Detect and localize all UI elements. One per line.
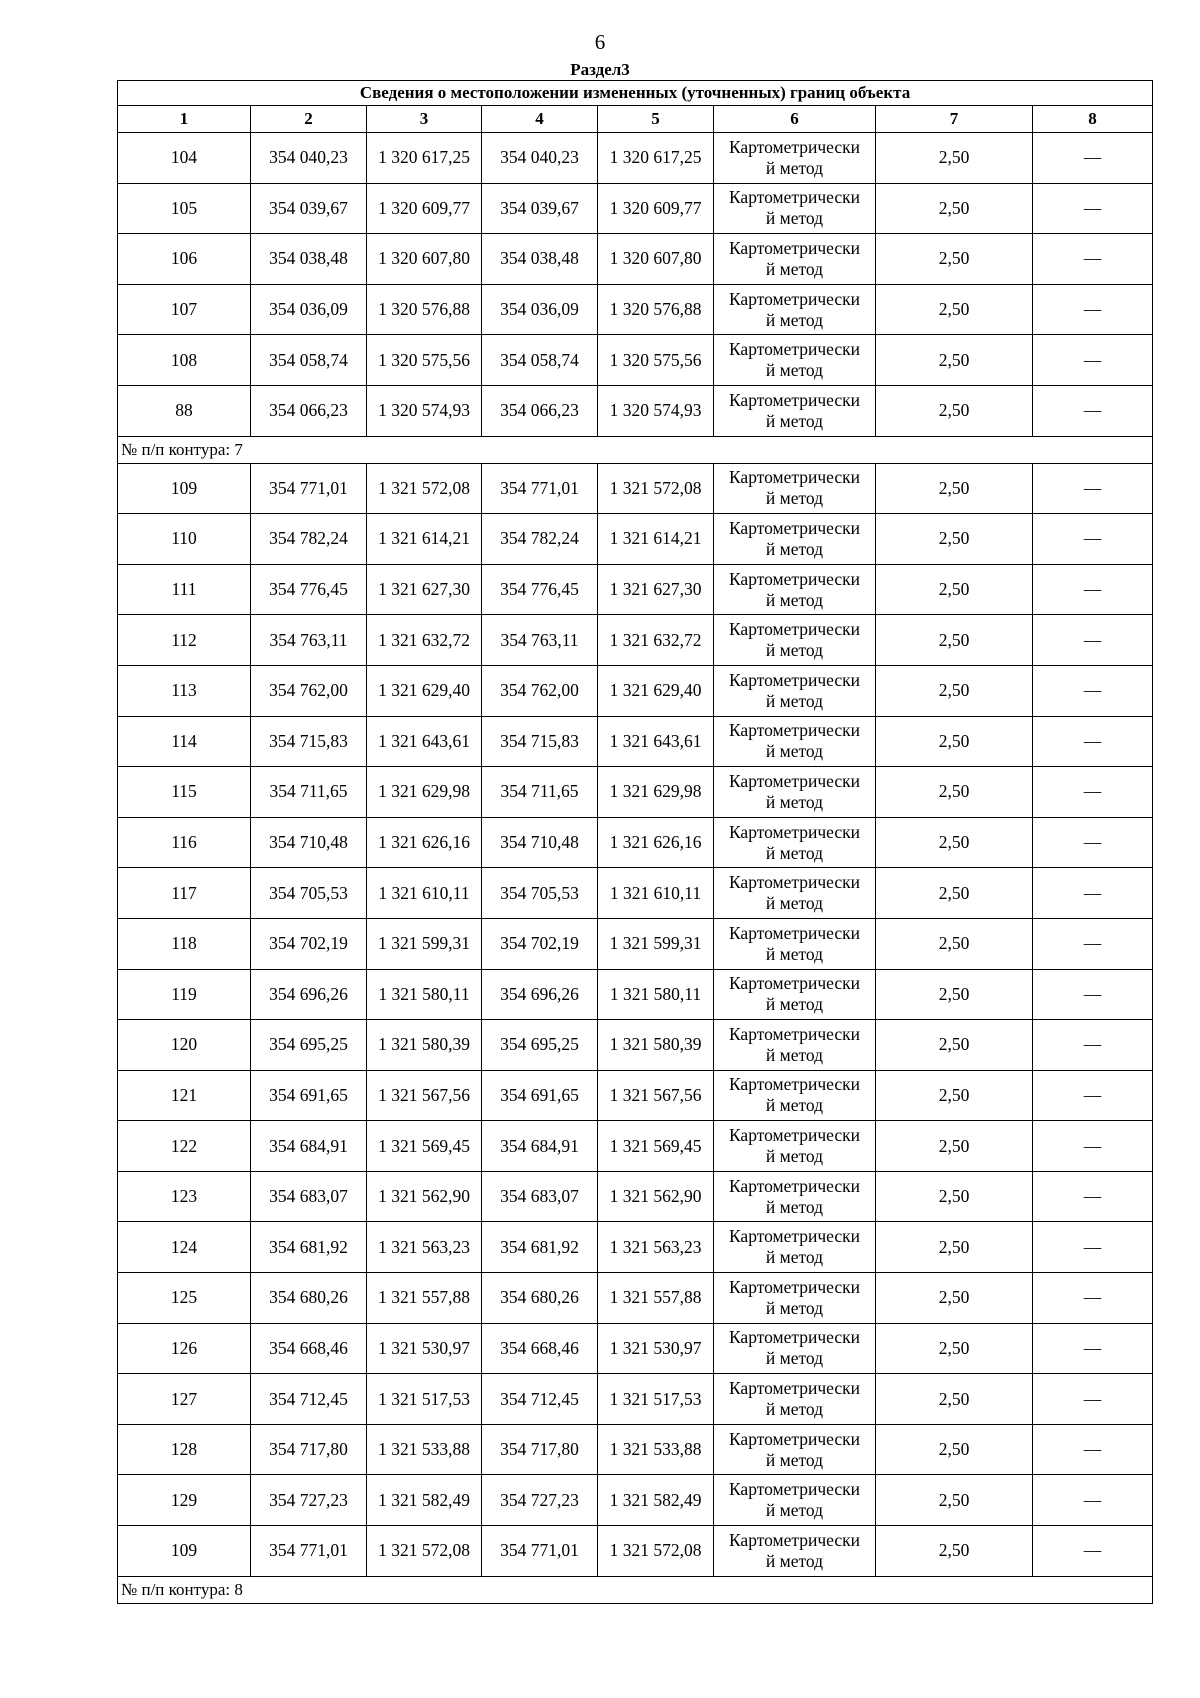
- table-cell-col-5: 1 321 632,72: [598, 615, 714, 666]
- table-row: [118, 1526, 1153, 1577]
- table-cell-col-3: 1 321 572,08: [367, 463, 482, 514]
- column-header-6: 6: [714, 106, 876, 133]
- table-cell-col-8: —: [1033, 1475, 1153, 1526]
- table-cell-col-8: —: [1033, 1121, 1153, 1172]
- table-cell-col-5: 1 321 582,49: [598, 1475, 714, 1526]
- table-cell-col-6: Картометрически й метод: [714, 716, 876, 767]
- table-row: [118, 767, 1153, 818]
- table-cell-col-2: 354 776,45: [251, 564, 367, 615]
- table-cell-col-4: 354 705,53: [482, 868, 598, 919]
- table-row: [118, 463, 1153, 514]
- table-row: [118, 234, 1153, 285]
- table-cell-col-4: 354 702,19: [482, 918, 598, 969]
- coordinates-table: [117, 80, 1153, 1604]
- table-cell-col-7: 2,50: [876, 1070, 1033, 1121]
- table-row: [118, 1070, 1153, 1121]
- table-cell-col-6: Картометрически й метод: [714, 1020, 876, 1071]
- table-cell-col-1: 107: [118, 284, 251, 335]
- table-cell-col-3: 1 321 567,56: [367, 1070, 482, 1121]
- table-cell-col-6: Картометрически й метод: [714, 133, 876, 184]
- table-cell-col-8: —: [1033, 463, 1153, 514]
- table-cell-col-1: 129: [118, 1475, 251, 1526]
- table-cell-col-1: 104: [118, 133, 251, 184]
- table-cell-col-8: —: [1033, 1171, 1153, 1222]
- table-cell-col-2: 354 717,80: [251, 1424, 367, 1475]
- table-cell-col-8: —: [1033, 1070, 1153, 1121]
- table-cell-col-2: 354 695,25: [251, 1020, 367, 1071]
- table-cell-col-6: Картометрически й метод: [714, 969, 876, 1020]
- table-cell-col-8: —: [1033, 1424, 1153, 1475]
- table-cell-col-1: 121: [118, 1070, 251, 1121]
- table-cell-col-3: 1 321 569,45: [367, 1121, 482, 1172]
- table-cell-col-6: Картометрически й метод: [714, 615, 876, 666]
- table-cell-col-3: 1 321 580,11: [367, 969, 482, 1020]
- table-cell-col-5: 1 321 599,31: [598, 918, 714, 969]
- table-cell-col-5: 1 321 563,23: [598, 1222, 714, 1273]
- table-cell-col-4: 354 715,83: [482, 716, 598, 767]
- table-cell-col-8: —: [1033, 817, 1153, 868]
- table-cell-col-8: —: [1033, 284, 1153, 335]
- table-row: [118, 1424, 1153, 1475]
- table-cell-col-8: —: [1033, 1374, 1153, 1425]
- table-cell-col-5: 1 321 572,08: [598, 463, 714, 514]
- table-cell-col-6: Картометрически й метод: [714, 385, 876, 436]
- table-cell-col-2: 354 762,00: [251, 665, 367, 716]
- table-cell-col-4: 354 066,23: [482, 385, 598, 436]
- table-cell-col-5: 1 320 607,80: [598, 234, 714, 285]
- table-row: [118, 385, 1153, 436]
- table-cell-col-1: 118: [118, 918, 251, 969]
- table-cell-col-8: —: [1033, 767, 1153, 818]
- table-cell-col-4: 354 776,45: [482, 564, 598, 615]
- table-cell-col-7: 2,50: [876, 183, 1033, 234]
- table-row: [118, 716, 1153, 767]
- table-cell-col-7: 2,50: [876, 1374, 1033, 1425]
- contour-label: № п/п контура: 8: [118, 1576, 1153, 1603]
- table-cell-col-5: 1 321 610,11: [598, 868, 714, 919]
- table-cell-col-4: 354 762,00: [482, 665, 598, 716]
- table-cell-col-5: 1 320 617,25: [598, 133, 714, 184]
- table-cell-col-8: —: [1033, 1323, 1153, 1374]
- column-header-8: 8: [1033, 106, 1153, 133]
- table-cell-col-7: 2,50: [876, 918, 1033, 969]
- table-cell-col-4: 354 691,65: [482, 1070, 598, 1121]
- table-cell-col-4: 354 039,67: [482, 183, 598, 234]
- table-cell-col-5: 1 321 517,53: [598, 1374, 714, 1425]
- table-cell-col-7: 2,50: [876, 514, 1033, 565]
- table-cell-col-8: —: [1033, 514, 1153, 565]
- table-row: [118, 615, 1153, 666]
- table-cell-col-2: 354 702,19: [251, 918, 367, 969]
- table-cell-col-7: 2,50: [876, 1475, 1033, 1526]
- table-cell-col-8: —: [1033, 564, 1153, 615]
- table-cell-col-6: Картометрически й метод: [714, 284, 876, 335]
- table-cell-col-7: 2,50: [876, 234, 1033, 285]
- table-cell-col-2: 354 696,26: [251, 969, 367, 1020]
- table-cell-col-5: 1 321 567,56: [598, 1070, 714, 1121]
- table-cell-col-1: 105: [118, 183, 251, 234]
- table-cell-col-8: —: [1033, 133, 1153, 184]
- table-cell-col-6: Картометрически й метод: [714, 234, 876, 285]
- table-cell-col-5: 1 321 572,08: [598, 1526, 714, 1577]
- table-cell-col-3: 1 321 643,61: [367, 716, 482, 767]
- table-cell-col-2: 354 683,07: [251, 1171, 367, 1222]
- table-cell-col-6: Картометрически й метод: [714, 665, 876, 716]
- table-cell-col-1: 109: [118, 1526, 251, 1577]
- table-cell-col-6: Картометрически й метод: [714, 1526, 876, 1577]
- table-cell-col-5: 1 321 530,97: [598, 1323, 714, 1374]
- table-cell-col-1: 125: [118, 1273, 251, 1324]
- table-cell-col-5: 1 320 609,77: [598, 183, 714, 234]
- column-header-7: 7: [876, 106, 1033, 133]
- table-cell-col-5: 1 321 533,88: [598, 1424, 714, 1475]
- table-cell-col-3: 1 321 530,97: [367, 1323, 482, 1374]
- table-cell-col-4: 354 668,46: [482, 1323, 598, 1374]
- table-cell-col-7: 2,50: [876, 767, 1033, 818]
- table-cell-col-7: 2,50: [876, 1323, 1033, 1374]
- table-cell-col-4: 354 058,74: [482, 335, 598, 386]
- table-cell-col-3: 1 320 574,93: [367, 385, 482, 436]
- table-cell-col-4: 354 683,07: [482, 1171, 598, 1222]
- table-caption: Сведения о местоположении измененных (уточненных) границ объекта: [118, 81, 1153, 106]
- table-cell-col-3: 1 321 629,40: [367, 665, 482, 716]
- table-cell-col-4: 354 684,91: [482, 1121, 598, 1172]
- table-cell-col-1: 124: [118, 1222, 251, 1273]
- table-row: [118, 1020, 1153, 1071]
- table-cell-col-4: 354 782,24: [482, 514, 598, 565]
- table-cell-col-7: 2,50: [876, 1121, 1033, 1172]
- table-cell-col-8: —: [1033, 1020, 1153, 1071]
- table-row: [118, 1273, 1153, 1324]
- table-cell-col-4: 354 695,25: [482, 1020, 598, 1071]
- table-cell-col-8: —: [1033, 918, 1153, 969]
- table-cell-col-1: 112: [118, 615, 251, 666]
- section-title: Раздел3: [570, 60, 630, 79]
- table-row: [118, 335, 1153, 386]
- table-row: [118, 817, 1153, 868]
- table-cell-col-1: 122: [118, 1121, 251, 1172]
- table-cell-col-2: 354 668,46: [251, 1323, 367, 1374]
- table-cell-col-3: 1 320 607,80: [367, 234, 482, 285]
- table-cell-col-2: 354 058,74: [251, 335, 367, 386]
- table-cell-col-5: 1 321 580,11: [598, 969, 714, 1020]
- table-cell-col-5: 1 320 574,93: [598, 385, 714, 436]
- table-row: [118, 1171, 1153, 1222]
- table-cell-col-8: —: [1033, 868, 1153, 919]
- table-cell-col-8: —: [1033, 385, 1153, 436]
- table-cell-col-4: 354 036,09: [482, 284, 598, 335]
- table-cell-col-8: —: [1033, 615, 1153, 666]
- page-number: 6: [594, 30, 606, 54]
- table-cell-col-7: 2,50: [876, 133, 1033, 184]
- table-cell-col-2: 354 711,65: [251, 767, 367, 818]
- table-cell-col-3: 1 320 575,56: [367, 335, 482, 386]
- table-cell-col-5: 1 321 627,30: [598, 564, 714, 615]
- table-cell-col-1: 128: [118, 1424, 251, 1475]
- table-row: [118, 514, 1153, 565]
- table-cell-col-8: —: [1033, 1526, 1153, 1577]
- table-cell-col-8: —: [1033, 335, 1153, 386]
- table-cell-col-2: 354 710,48: [251, 817, 367, 868]
- table-row: [118, 564, 1153, 615]
- table-cell-col-3: 1 321 517,53: [367, 1374, 482, 1425]
- table-cell-col-7: 2,50: [876, 385, 1033, 436]
- table-cell-col-2: 354 691,65: [251, 1070, 367, 1121]
- table-cell-col-2: 354 036,09: [251, 284, 367, 335]
- table-cell-col-3: 1 320 609,77: [367, 183, 482, 234]
- table-row: [118, 868, 1153, 919]
- table-cell-col-2: 354 763,11: [251, 615, 367, 666]
- table-cell-col-4: 354 712,45: [482, 1374, 598, 1425]
- table-cell-col-2: 354 040,23: [251, 133, 367, 184]
- table-cell-col-8: —: [1033, 1222, 1153, 1273]
- table-cell-col-5: 1 321 562,90: [598, 1171, 714, 1222]
- table-cell-col-1: 123: [118, 1171, 251, 1222]
- table-cell-col-2: 354 771,01: [251, 1526, 367, 1577]
- table-cell-col-5: 1 320 575,56: [598, 335, 714, 386]
- table-cell-col-6: Картометрически й метод: [714, 463, 876, 514]
- table-row: [118, 1374, 1153, 1425]
- table-cell-col-7: 2,50: [876, 284, 1033, 335]
- table-cell-col-3: 1 321 572,08: [367, 1526, 482, 1577]
- table-cell-col-1: 109: [118, 463, 251, 514]
- table-cell-col-2: 354 680,26: [251, 1273, 367, 1324]
- table-cell-col-3: 1 321 557,88: [367, 1273, 482, 1324]
- table-cell-col-3: 1 321 580,39: [367, 1020, 482, 1071]
- table-cell-col-7: 2,50: [876, 615, 1033, 666]
- table-cell-col-6: Картометрически й метод: [714, 918, 876, 969]
- table-cell-col-4: 354 771,01: [482, 463, 598, 514]
- table-cell-col-4: 354 681,92: [482, 1222, 598, 1273]
- table-cell-col-4: 354 717,80: [482, 1424, 598, 1475]
- column-header-1: 1: [118, 106, 251, 133]
- table-cell-col-1: 126: [118, 1323, 251, 1374]
- table-cell-col-2: 354 039,67: [251, 183, 367, 234]
- table-cell-col-7: 2,50: [876, 1273, 1033, 1324]
- table-cell-col-6: Картометрически й метод: [714, 564, 876, 615]
- table-cell-col-4: 354 040,23: [482, 133, 598, 184]
- table-cell-col-1: 115: [118, 767, 251, 818]
- table-cell-col-2: 354 727,23: [251, 1475, 367, 1526]
- table-cell-col-2: 354 684,91: [251, 1121, 367, 1172]
- table-cell-col-5: 1 321 643,61: [598, 716, 714, 767]
- table-cell-col-2: 354 681,92: [251, 1222, 367, 1273]
- table-cell-col-7: 2,50: [876, 1171, 1033, 1222]
- table-cell-col-5: 1 321 614,21: [598, 514, 714, 565]
- table-row: [118, 1475, 1153, 1526]
- table-cell-col-5: 1 321 569,45: [598, 1121, 714, 1172]
- table-cell-col-5: 1 321 629,40: [598, 665, 714, 716]
- column-header-3: 3: [367, 106, 482, 133]
- table-cell-col-2: 354 771,01: [251, 463, 367, 514]
- table-cell-col-4: 354 710,48: [482, 817, 598, 868]
- table-cell-col-1: 111: [118, 564, 251, 615]
- table-cell-col-7: 2,50: [876, 335, 1033, 386]
- table-cell-col-5: 1 320 576,88: [598, 284, 714, 335]
- table-cell-col-1: 116: [118, 817, 251, 868]
- table-cell-col-1: 114: [118, 716, 251, 767]
- table-cell-col-6: Картометрически й метод: [714, 1273, 876, 1324]
- table-cell-col-5: 1 321 629,98: [598, 767, 714, 818]
- table-cell-col-5: 1 321 557,88: [598, 1273, 714, 1324]
- table-cell-col-3: 1 321 627,30: [367, 564, 482, 615]
- table-cell-col-6: Картометрически й метод: [714, 1222, 876, 1273]
- table-cell-col-2: 354 066,23: [251, 385, 367, 436]
- table-cell-col-7: 2,50: [876, 1526, 1033, 1577]
- table-cell-col-6: Картометрически й метод: [714, 868, 876, 919]
- table-body: [118, 133, 1153, 1604]
- contour-row: [118, 1576, 1153, 1603]
- table-row: [118, 665, 1153, 716]
- table-cell-col-7: 2,50: [876, 1222, 1033, 1273]
- table-cell-col-1: 108: [118, 335, 251, 386]
- table-cell-col-1: 127: [118, 1374, 251, 1425]
- table-cell-col-6: Картометрически й метод: [714, 183, 876, 234]
- table-cell-col-1: 106: [118, 234, 251, 285]
- table-cell-col-4: 354 696,26: [482, 969, 598, 1020]
- table-cell-col-1: 88: [118, 385, 251, 436]
- table-cell-col-7: 2,50: [876, 665, 1033, 716]
- table-row: [118, 1323, 1153, 1374]
- table-cell-col-2: 354 038,48: [251, 234, 367, 285]
- table-cell-col-2: 354 705,53: [251, 868, 367, 919]
- table-cell-col-7: 2,50: [876, 868, 1033, 919]
- table-cell-col-8: —: [1033, 716, 1153, 767]
- table-cell-col-5: 1 321 580,39: [598, 1020, 714, 1071]
- column-header-5: 5: [598, 106, 714, 133]
- contour-label: № п/п контура: 7: [118, 436, 1153, 463]
- table-cell-col-1: 119: [118, 969, 251, 1020]
- table-cell-col-7: 2,50: [876, 564, 1033, 615]
- table-cell-col-3: 1 321 563,23: [367, 1222, 482, 1273]
- table-cell-col-7: 2,50: [876, 817, 1033, 868]
- table-row: [118, 133, 1153, 184]
- table-cell-col-3: 1 321 629,98: [367, 767, 482, 818]
- table-cell-col-8: —: [1033, 665, 1153, 716]
- table-cell-col-7: 2,50: [876, 463, 1033, 514]
- table-cell-col-2: 354 782,24: [251, 514, 367, 565]
- table-cell-col-3: 1 321 533,88: [367, 1424, 482, 1475]
- table-cell-col-3: 1 321 562,90: [367, 1171, 482, 1222]
- table-cell-col-3: 1 320 617,25: [367, 133, 482, 184]
- table-cell-col-1: 120: [118, 1020, 251, 1071]
- table-cell-col-2: 354 715,83: [251, 716, 367, 767]
- table-cell-col-1: 110: [118, 514, 251, 565]
- table-cell-col-6: Картометрически й метод: [714, 1424, 876, 1475]
- table-cell-col-8: —: [1033, 969, 1153, 1020]
- table-cell-col-8: —: [1033, 1273, 1153, 1324]
- table-cell-col-6: Картометрически й метод: [714, 1475, 876, 1526]
- table-row: [118, 1222, 1153, 1273]
- table-cell-col-3: 1 321 599,31: [367, 918, 482, 969]
- table-cell-col-4: 354 711,65: [482, 767, 598, 818]
- table-cell-col-8: —: [1033, 183, 1153, 234]
- table-cell-col-3: 1 320 576,88: [367, 284, 482, 335]
- table-cell-col-3: 1 321 632,72: [367, 615, 482, 666]
- table-cell-col-2: 354 712,45: [251, 1374, 367, 1425]
- table-cell-col-1: 113: [118, 665, 251, 716]
- column-header-row: [118, 106, 1153, 133]
- table-cell-col-6: Картометрически й метод: [714, 335, 876, 386]
- table-cell-col-3: 1 321 610,11: [367, 868, 482, 919]
- table-cell-col-4: 354 763,11: [482, 615, 598, 666]
- table-cell-col-6: Картометрически й метод: [714, 767, 876, 818]
- table-cell-col-6: Картометрически й метод: [714, 1374, 876, 1425]
- table-cell-col-1: 117: [118, 868, 251, 919]
- table-row: [118, 918, 1153, 969]
- table-cell-col-3: 1 321 614,21: [367, 514, 482, 565]
- table-row: [118, 1121, 1153, 1172]
- table-cell-col-6: Картометрически й метод: [714, 1070, 876, 1121]
- table-cell-col-6: Картометрически й метод: [714, 817, 876, 868]
- table-cell-col-7: 2,50: [876, 716, 1033, 767]
- column-header-2: 2: [251, 106, 367, 133]
- table-cell-col-4: 354 727,23: [482, 1475, 598, 1526]
- table-cell-col-7: 2,50: [876, 1424, 1033, 1475]
- table-row: [118, 969, 1153, 1020]
- table-cell-col-4: 354 038,48: [482, 234, 598, 285]
- table-cell-col-4: 354 680,26: [482, 1273, 598, 1324]
- table-cell-col-4: 354 771,01: [482, 1526, 598, 1577]
- table-cell-col-6: Картометрически й метод: [714, 1171, 876, 1222]
- table-row: [118, 183, 1153, 234]
- table-cell-col-8: —: [1033, 234, 1153, 285]
- contour-row: [118, 436, 1153, 463]
- table-cell-col-6: Картометрически й метод: [714, 1323, 876, 1374]
- table-cell-col-6: Картометрически й метод: [714, 514, 876, 565]
- table-cell-col-3: 1 321 582,49: [367, 1475, 482, 1526]
- column-header-4: 4: [482, 106, 598, 133]
- table-row: [118, 284, 1153, 335]
- table-cell-col-6: Картометрически й метод: [714, 1121, 876, 1172]
- table-cell-col-7: 2,50: [876, 969, 1033, 1020]
- table-cell-col-3: 1 321 626,16: [367, 817, 482, 868]
- table-cell-col-7: 2,50: [876, 1020, 1033, 1071]
- table-cell-col-5: 1 321 626,16: [598, 817, 714, 868]
